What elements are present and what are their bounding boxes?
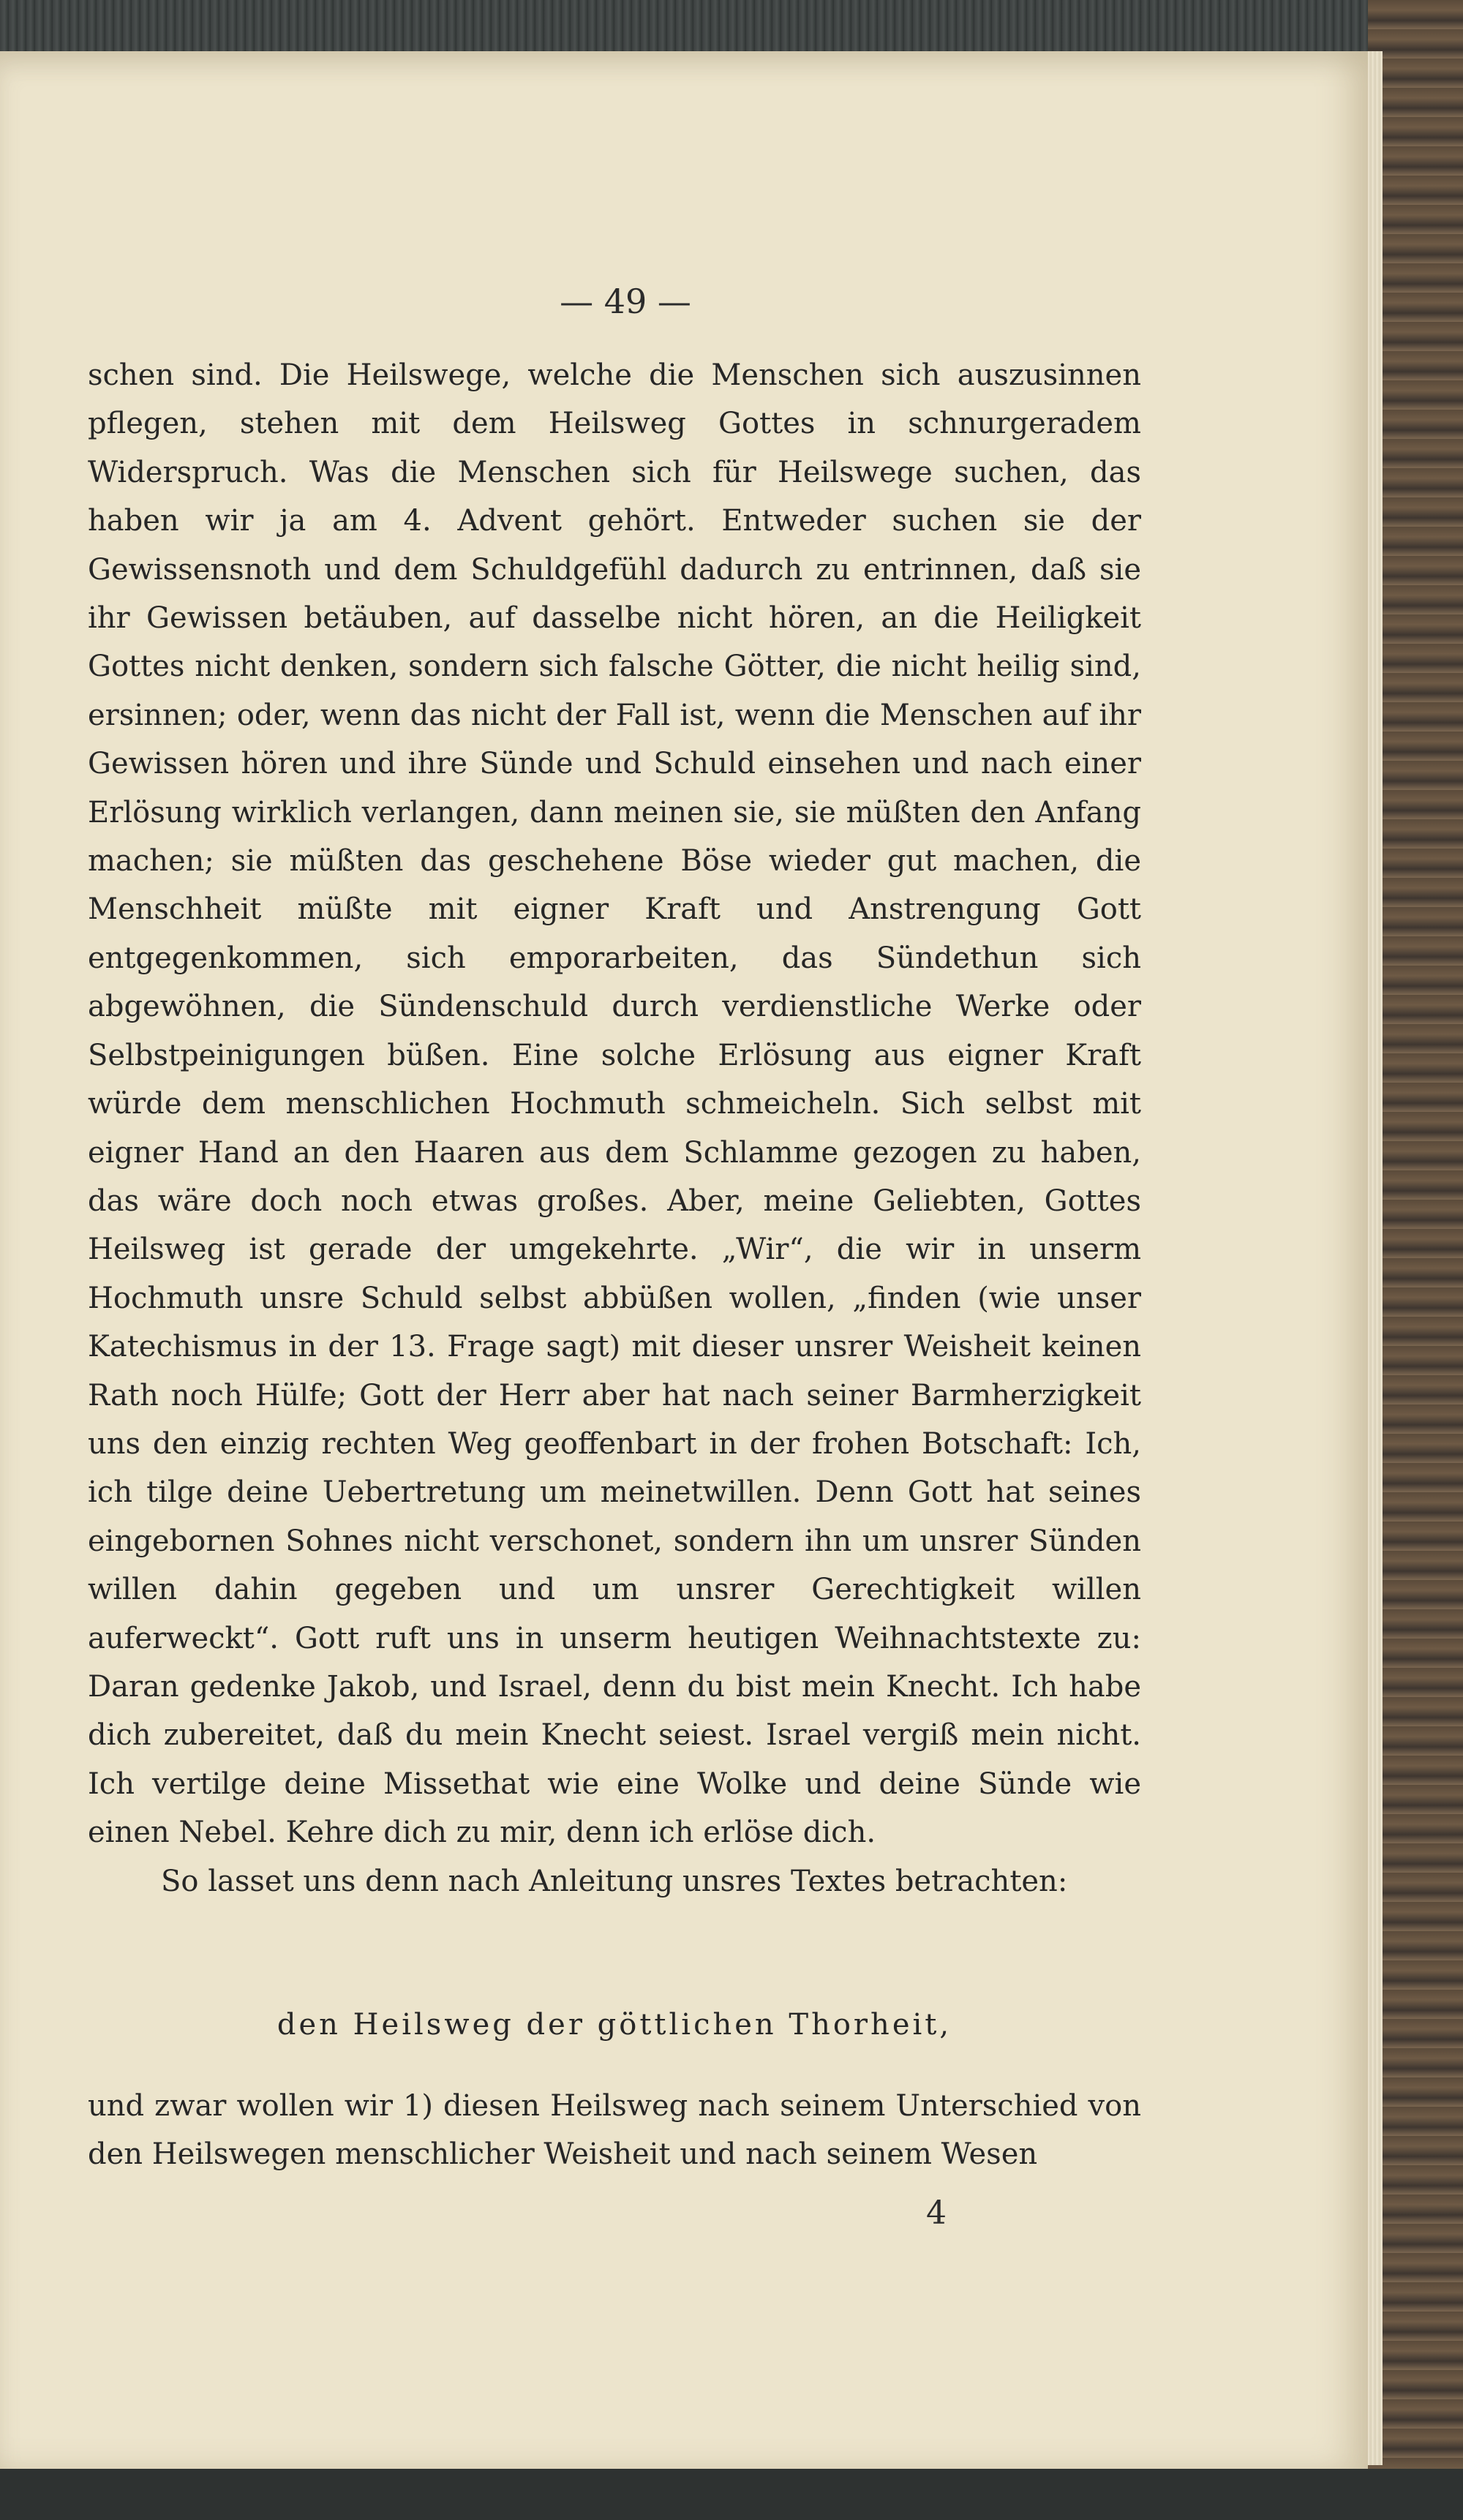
- paragraph-intro: So lasset uns denn nach Anleitung unsres Textes betrachten:: [161, 1864, 1068, 1898]
- closing-paragraph: und zwar wollen wir 1) diesen Heilsweg nach seinem Unterschied von den Heilswegen menschlicher Weisheit und nach seinem Wesen: [88, 2089, 1141, 2172]
- body-text: schen sind. Die Heilswege, welche die Menschen sich auszusinnen pflegen, stehen mit dem Heilsweg Gottes in schnurgeradem Widerspruch. Was die Menschen sich für Heilswege suchen, das haben wir ja am 4. Advent gehört. Entweder suchen sie der Gewissensnoth und dem Schuldgefühl dadurch zu entrinnen, daß sie ihr Gewissen betäuben, auf dasselbe nicht hören, an die Heiligkeit Gottes nicht denken, sondern sich falsche Götter, die nicht heilig sind, ersinnen; oder, wenn das nicht der Fall ist, wenn die Menschen auf ihr Gewissen hören und ihre Sünde und Schuld einsehen und nach einer Erlösung wirklich verlangen, dann meinen sie, sie müßten den Anfang machen; sie müßten das geschehene Böse wieder gut machen, die Menschheit müßte mit eigner Kraft und Anstrengung Gott entgegenkommen, sich emporarbeiten, das Sündethun sich abgewöhnen, die Sündenschuld durch verdienstliche Werke oder Selbstpeinigungen büßen. Eine solche Erlösung aus eigner Kraft würde dem menschlichen Hochmuth schmeicheln. Sich selbst mit eigner Hand an den Haaren aus dem Schlamme gezogen zu haben, das wäre doch noch etwas großes. Aber, meine Geliebten, Gottes Heilsweg ist gerade der umgekehrte. „Wir“, die wir in unserm Hochmuth unsre Schuld selbst abbüßen wollen, „finden (wie unser Katechismus in der 13. Frage sagt) mit dieser unsrer Weisheit keinen Rath noch Hülfe; Gott der Herr aber hat nach seiner Barmherzigkeit uns den einzig rechten Weg geoffenbart in der frohen Botschaft: Ich, ich tilge deine Uebertretung um meinetwillen. Denn Gott hat seines eingebornen Sohnes nicht verschonet, sondern ihn um unsrer Sünden willen dahin gegeben und um unsrer Gerechtigkeit willen auferweckt“. Gott ruft uns in unserm heutigen Weihnachtstexte zu: Daran gedenke Jakob, und Israel, denn du bist mein Knecht. Ich habe dich zubereitet, daß du mein Knecht seiest. Israel vergiß mein nicht. Ich vertilge deine Missethat wie eine Wolke und deine Sünde wie einen Nebel. Kehre dich zu mir, denn ich erlöse dich.: [88, 358, 1141, 1850]
- signature-mark: 4: [926, 2194, 947, 2232]
- theme-line: den Heilsweg der göttlichen Thorheit,: [277, 2008, 952, 2042]
- body-paragraph: [88, 351, 1141, 1906]
- book-cover-bottom: [0, 2469, 1463, 2520]
- page-number: — 49 —: [560, 282, 691, 321]
